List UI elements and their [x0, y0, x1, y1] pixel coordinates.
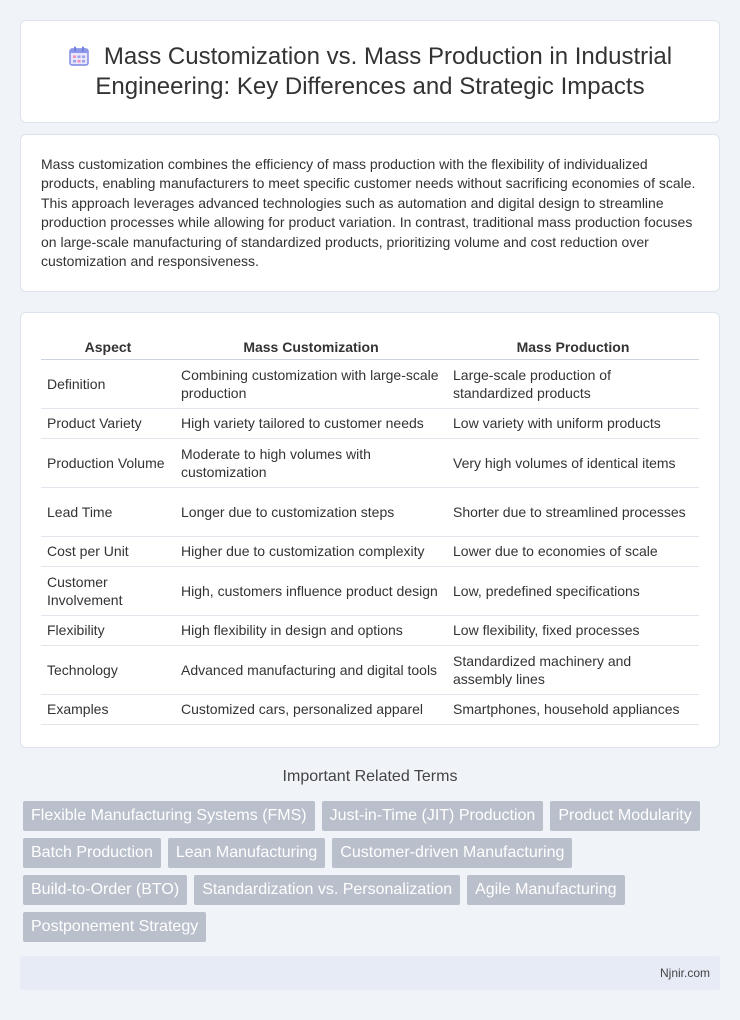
table-row	[41, 536, 699, 566]
table-row	[41, 438, 699, 487]
related-term-tag[interactable]: Customer-driven Manufacturing	[332, 838, 572, 868]
table-row	[41, 645, 699, 694]
title-card	[20, 20, 720, 123]
table-row	[41, 694, 699, 724]
table-cell: Production Volume	[41, 438, 175, 487]
table-cell: Lower due to economies of scale	[447, 536, 699, 566]
table-cell: Low, predefined specifications	[447, 566, 699, 615]
table-cell: Very high volumes of identical items	[447, 438, 699, 487]
related-term-tag[interactable]: Agile Manufacturing	[467, 875, 624, 905]
column-header-mass-customization: Mass Customization	[175, 333, 447, 359]
table-cell: Product Variety	[41, 408, 175, 438]
table-header-row	[41, 333, 699, 359]
intro-paragraph: Mass customization combines the efficiency of mass production with the flexibility of individualized products, enabling manufacturers to meet specific customer needs without sacrificing economies of scale. This approach leverages advanced technologies such as automation and digital design to streamline production processes while allowing for product variation. In contrast, traditional mass production focuses on large-scale manufacturing of standardized products, prioritizing volume and cost reduction over customization and responsiveness.	[41, 156, 696, 270]
column-header-aspect: Aspect	[41, 333, 175, 359]
related-term-tag[interactable]: Lean Manufacturing	[168, 838, 325, 868]
table-row	[41, 487, 699, 536]
table-cell: Customer Involvement	[41, 566, 175, 615]
table-cell: Examples	[41, 694, 175, 724]
related-term-tag[interactable]: Just-in-Time (JIT) Production	[322, 801, 544, 831]
table-cell: Definition	[41, 359, 175, 408]
title-wrap	[21, 42, 719, 102]
table-cell: High, customers influence product design	[175, 566, 447, 615]
related-term-tag[interactable]: Postponement Strategy	[23, 912, 206, 942]
related-term-tag[interactable]: Build-to-Order (BTO)	[23, 875, 187, 905]
table-cell: Customized cars, personalized apparel	[175, 694, 447, 724]
calendar-icon	[68, 45, 90, 67]
footer	[20, 956, 720, 990]
table-row	[41, 566, 699, 615]
table-cell: Advanced manufacturing and digital tools	[175, 645, 447, 694]
table-row	[41, 359, 699, 408]
intro-card	[20, 134, 720, 292]
table-row	[41, 615, 699, 645]
table-cell: Longer due to customization steps	[175, 487, 447, 536]
page-title-text: Mass Customization vs. Mass Production in Industrial Engineering: Key Differences and Strategic Impacts	[95, 42, 673, 100]
comparison-card	[20, 312, 720, 748]
related-term-tag[interactable]: Batch Production	[23, 838, 161, 868]
related-term-tag[interactable]: Flexible Manufacturing Systems (FMS)	[23, 801, 315, 831]
related-term-tag[interactable]: Product Modularity	[550, 801, 699, 831]
table-cell: Low flexibility, fixed processes	[447, 615, 699, 645]
table-row	[41, 408, 699, 438]
table-cell: Combining customization with large-scale production	[175, 359, 447, 408]
table-cell: High variety tailored to customer needs	[175, 408, 447, 438]
table-cell: Moderate to high volumes with customization	[175, 438, 447, 487]
table-cell: Low variety with uniform products	[447, 408, 699, 438]
table-cell: Lead Time	[41, 487, 175, 536]
table-cell: Cost per Unit	[41, 536, 175, 566]
table-cell: Standardized machinery and assembly lines	[447, 645, 699, 694]
table-cell: Flexibility	[41, 615, 175, 645]
comparison-table	[41, 333, 699, 725]
related-term-tag[interactable]: Standardization vs. Personalization	[194, 875, 460, 905]
related-terms-list	[23, 801, 723, 942]
table-cell: Shorter due to streamlined processes	[447, 487, 699, 536]
table-cell: Higher due to customization complexity	[175, 536, 447, 566]
table-cell: Large-scale production of standardized products	[447, 359, 699, 408]
column-header-mass-production: Mass Production	[447, 333, 699, 359]
footer-brand[interactable]: Njnir.com	[659, 966, 710, 980]
page-title	[61, 42, 679, 102]
related-terms-heading: Important Related Terms	[282, 768, 458, 785]
table-cell: Technology	[41, 645, 175, 694]
table-cell: High flexibility in design and options	[175, 615, 447, 645]
table-cell: Smartphones, household appliances	[447, 694, 699, 724]
